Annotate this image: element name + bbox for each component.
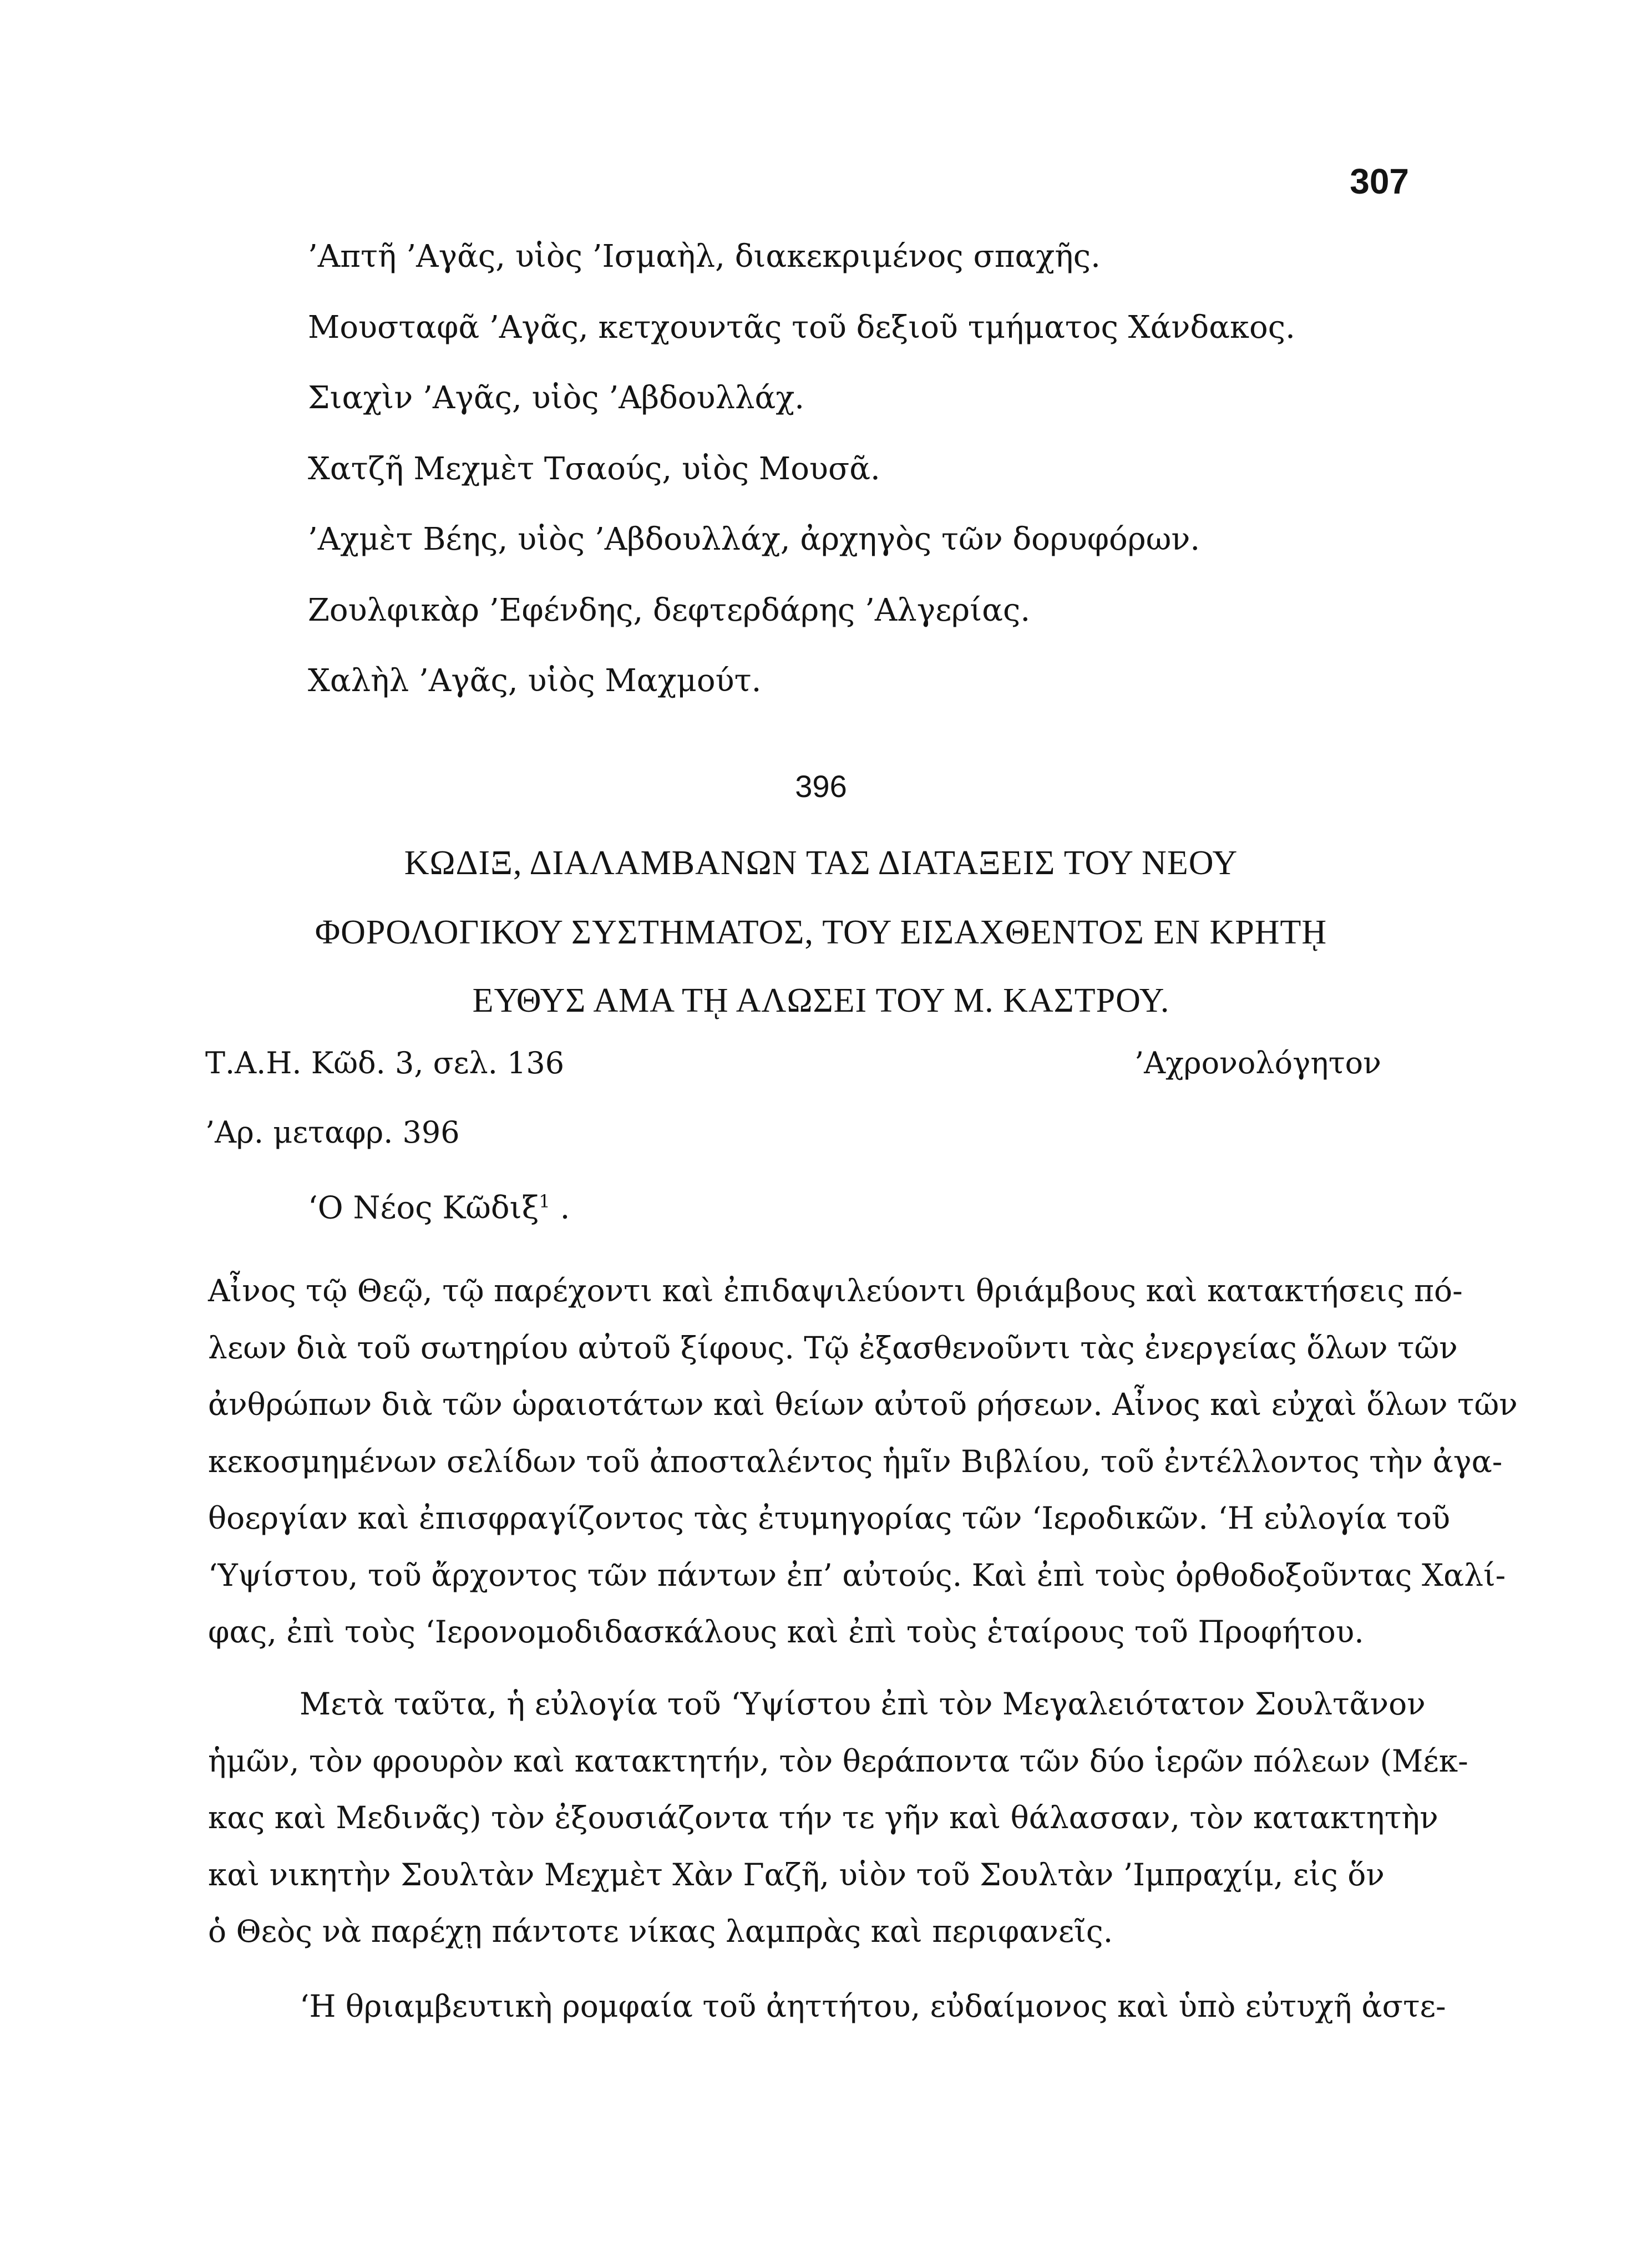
text-line: ‘Υψίστου, τοῦ ἄρχοντος τῶν πάντων ἐπ’ αὐτούς. Καὶ ἐπὶ τοὺς ὀρθοδοξοῦντας Χαλί- [208, 1557, 1506, 1593]
text-line: Μετὰ ταῦτα, ἡ εὐλογία τοῦ ‘Υψίστου ἐπὶ τὸν Μεγαλειότατον Σουλτᾶνον [300, 1686, 1426, 1722]
list-item: Μουσταφᾶ ’Αγᾶς, κετχουντᾶς τοῦ δεξιοῦ τμήματος Χάνδακος. [308, 309, 1295, 346]
code-title: ‘Ο Νέος Κῶδιξ$^1$ . [308, 1190, 570, 1226]
list-item: ’Αχμὲτ Βέης, υἱὸς ’Αβδουλλάχ, ἀρχηγὸς τῶν δορυφόρων. [308, 521, 1200, 557]
text-line: λεων διὰ τοῦ σωτηρίου αὐτοῦ ξίφους. Τῷ ἐξασθενοῦντι τὰς ἐνεργείας ὅλων τῶν [208, 1330, 1458, 1366]
text-line: Αἶνος τῷ Θεῷ, τῷ παρέχοντι καὶ ἐπιδαψιλεύοντι θριάμβους καὶ κατακτήσεις πό- [208, 1273, 1463, 1308]
text-line: κας καὶ Μεδινᾶς) τὸν ἐξουσιάζοντα τήν τε γῆν καὶ θάλασσαν, τὸν κατακτητὴν [208, 1800, 1438, 1835]
list-item: Χατζῆ Μεχμὲτ Τσαούς, υἱὸς Μουσᾶ. [308, 451, 880, 487]
heading-line: ΚΩΔΙΞ, ΔΙΑΛΑΜΒΑΝΩΝ ΤΑΣ ΔΙΑΤΑΞΕΙΣ ΤΟΥ ΝΕΟΥ [404, 844, 1238, 882]
text-line: κεκοσμημένων σελίδων τοῦ ἀποσταλέντος ἡμῖν Βιβλίου, τοῦ ἐντέλλοντος τὴν ἀγα- [208, 1444, 1503, 1479]
text-line: ‘Η θριαμβευτικὴ ρομφαία τοῦ ἀηττήτου, εὐδαίμονος καὶ ὑπὸ εὐτυχῆ ἀστε- [300, 1988, 1446, 2024]
source-reference: Τ.Α.Η. Κῶδ. 3, σελ. 136 [205, 1046, 565, 1080]
list-item: ’Απτῆ ’Αγᾶς, υἱὸς ’Ισμαὴλ, διακεκριμένος σπαχῆς. [308, 239, 1101, 275]
text-line: ἀνθρώπων διὰ τῶν ὡραιοτάτων καὶ θείων αὐτοῦ ρήσεων. Αἶνος καὶ εὐχαὶ ὅλων τῶν [208, 1387, 1518, 1422]
list-item: Σιαχὶν ’Αγᾶς, υἱὸς ’Αβδουλλάχ. [308, 380, 805, 416]
text-line: θοεργίαν καὶ ἐπισφραγίζοντος τὰς ἐτυμηγορίας τῶν ‘Ιεροδικῶν. ‘Η εὐλογία τοῦ [208, 1500, 1451, 1536]
document-number: 396 [795, 769, 847, 804]
text-line: ἡμῶν, τὸν φρουρὸν καὶ κατακτητήν, τὸν θεράποντα τῶν δύο ἱερῶν πόλεων (Μέκ- [208, 1743, 1468, 1779]
text-line: καὶ νικητὴν Σουλτὰν Μεχμὲτ Χὰν Γαζῆ, υἱὸν τοῦ Σουλτὰν ’Ιμπραχίμ, εἰς ὅν [208, 1857, 1385, 1892]
text-line: φας, ἐπὶ τοὺς ‘Ιερονομοδιδασκάλους καὶ ἐπὶ τοὺς ἑταίρους τοῦ Προφήτου. [208, 1614, 1364, 1650]
text-line: ὁ Θεὸς νὰ παρέχῃ πάντοτε νίκας λαμπρὰς καὶ περιφανεῖς. [208, 1914, 1113, 1949]
heading-line: ΕΥΘΥΣ ΑΜΑ Τῌ ΑΛΩΣΕΙ ΤΟΥ Μ. ΚΑΣΤΡΟΥ. [472, 982, 1170, 1019]
date-note: ’Αχρονολόγητον [1134, 1046, 1381, 1080]
list-item: Χαλὴλ ’Αγᾶς, υἱὸς Μαχμούτ. [308, 663, 762, 699]
list-item: Ζουλφικὰρ ’Εφένδης, δεφτερδάρης ’Αλγερίας. [308, 592, 1031, 628]
footnote-marker: 1 [539, 1191, 550, 1212]
heading-line: ΦΟΡΟΛΟΓΙΚΟΥ ΣΥΣΤΗΜΑΤΟΣ, ΤΟΥ ΕΙΣΑΧΘΕΝΤΟΣ ΕΝ ΚΡΗΤῌ [315, 914, 1327, 951]
page-number: 307 [1350, 161, 1409, 201]
translation-reference: ’Αρ. μεταφρ. 396 [205, 1115, 460, 1150]
code-title-text: ‘Ο Νέος Κῶδιξ [308, 1190, 539, 1226]
